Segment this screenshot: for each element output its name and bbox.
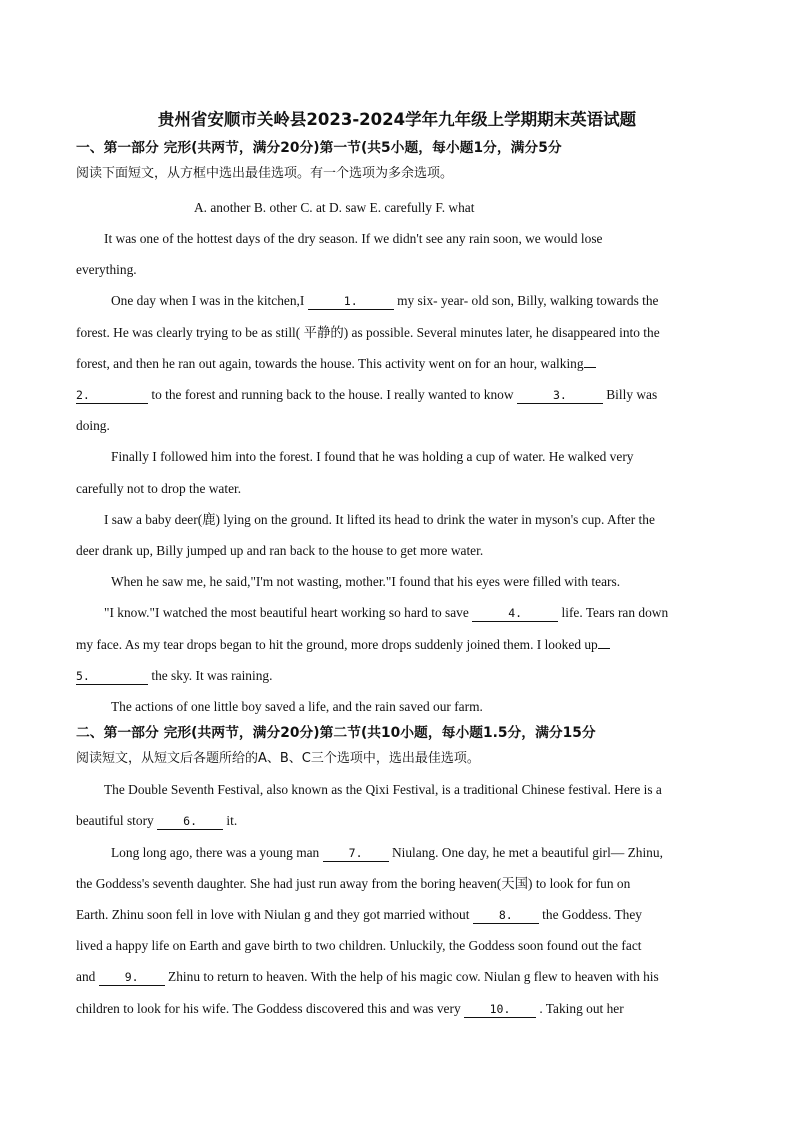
text-span: children to look for his wife. The Goddess discovered this and was very [76,1001,464,1016]
paragraph-line: the Goddess's seventh daughter. She had just run away from the boring heaven(天国) to look for fun on [76,876,631,891]
text-span: it. [223,813,238,828]
paragraph-line: lived a happy life on Earth and gave birth to two children. Unluckily, the Goddess soon found out the fact [76,938,642,953]
paragraph-line [111,844,663,862]
paragraph-line [76,636,610,654]
paragraph-line: doing. [76,418,110,433]
paragraph-line: forest. He was clearly trying to be as still( 平静的) as possible. Several minutes later, he disappeared into the [76,325,660,340]
blank-5-lead [598,648,610,649]
paragraph-line: It was one of the hottest days of the dry season. If we didn't see any rain soon, we would lose [104,231,603,246]
section-1-heading: 一、第一部分 完形(共两节，满分20分)第一节(共5小题，每小题1分，满分5分 [76,140,562,156]
paragraph-line: The Double Seventh Festival, also known as the Qixi Festival, is a traditional Chinese festival. Here is a [104,782,662,797]
text-span: my face. As my tear drops began to hit the ground, more drops suddenly joined them. I looked up [76,637,598,652]
text-span: and [76,969,99,984]
paragraph-line [104,604,668,622]
paragraph-line [76,812,237,830]
page-title: 贵州省安顺市关岭县2023-2024学年九年级上学期期末英语试题 [157,110,637,129]
blank-2-lead [584,367,596,368]
blank-7[interactable]: 7. [323,846,389,862]
section-2-heading: 二、第一部分 完形(共两节，满分20分)第二节(共10小题，每小题1.5分，满分15分 [76,725,596,741]
paragraph-line: deer drank up, Billy jumped up and ran back to the house to get more water. [76,543,484,558]
text-span: "I know."I watched the most beautiful heart working so hard to save [104,605,473,620]
text-span: One day when I was in the kitchen,I [111,293,308,308]
paragraph-line [76,906,642,924]
section-2-instruction: 阅读短文，从短文后各题所给的A、B、C三个选项中，选出最佳选项。 [76,751,480,766]
text-span: to the forest and running back to the house. I really wanted to know [148,387,517,402]
text-span: Billy was [602,387,658,402]
section-1-instruction: 阅读下面短文，从方框中选出最佳选项。有一个选项为多余选项。 [76,166,454,181]
paragraph-line: Finally I followed him into the forest. I found that he was holding a cup of water. He walked very [111,449,634,464]
blank-10[interactable]: 10. [464,1002,536,1018]
blank-9[interactable]: 9. [99,970,165,986]
text-span: my six- year- old son, Billy, walking towards the [393,293,659,308]
text-span: the Goddess. They [538,907,642,922]
text-span: Earth. Zhinu soon fell in love with Niulan g and they got married without [76,907,473,922]
paragraph-line [76,968,659,986]
text-span: the sky. It was raining. [148,668,273,683]
text-span: life. Tears ran down [558,605,669,620]
paragraph-line: The actions of one little boy saved a life, and the rain saved our farm. [111,699,483,714]
blank-3[interactable]: 3. [517,388,603,404]
paragraph-line [76,667,272,685]
text-span: Long long ago, there was a young man [111,845,323,860]
paragraph-line: I saw a baby deer(鹿) lying on the ground. It lifted its head to drink the water in myson's cup. After the [104,512,655,527]
text-span: forest, and then he ran out again, towards the house. This activity went on for an hour, walking [76,356,584,371]
paragraph-line [76,1000,624,1018]
paragraph-line: everything. [76,262,137,277]
text-span: beautiful story [76,813,158,828]
text-span: Niulang. One day, he met a beautiful girl— Zhinu, [388,845,663,860]
text-span: Zhinu to return to heaven. With the help of his magic cow. Niulan g flew to heaven with his [164,969,659,984]
blank-1[interactable]: 1. [308,294,394,310]
blank-5[interactable]: 5. [76,669,148,685]
text-span: . Taking out her [536,1001,624,1016]
paragraph-line [76,386,657,404]
blank-2[interactable]: 2. [76,388,148,404]
option-box: A. another B. other C. at D. saw E. carefully F. what [194,200,475,215]
paragraph-line [111,292,659,310]
blank-8[interactable]: 8. [473,908,539,924]
paragraph-line: When he saw me, he said,"I'm not wasting, mother."I found that his eyes were filled with tears. [111,574,621,589]
paragraph-line: carefully not to drop the water. [76,481,242,496]
paragraph-line [76,355,596,373]
blank-6[interactable]: 6. [157,814,223,830]
blank-4[interactable]: 4. [472,606,558,622]
